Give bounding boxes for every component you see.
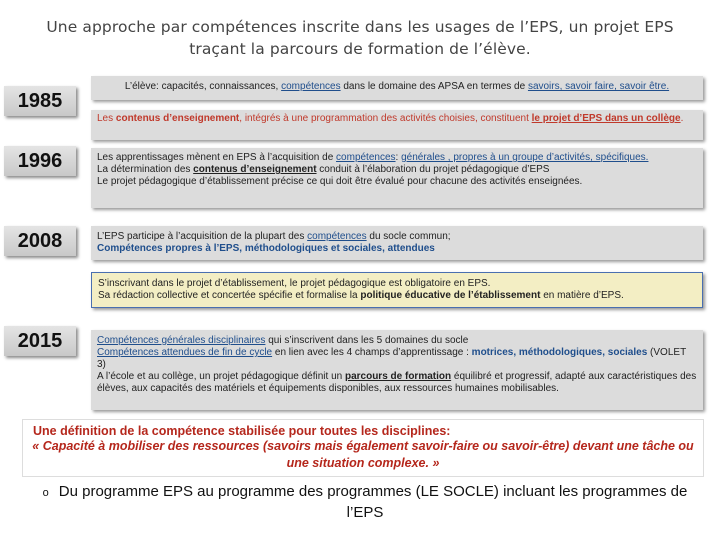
text: Les: [97, 113, 116, 124]
projet-text: le projet d’EPS dans un collège: [531, 113, 681, 124]
text: conduit à l’élaboration du projet pédagogique d’EPS: [316, 164, 550, 175]
text: .: [680, 113, 684, 124]
text: , intégrés à une programmation des activités choisies, constituent: [239, 113, 532, 124]
box-2015: [91, 330, 703, 410]
text: équilibré et progressif, adapté aux caractéristiques des élèves, aux capacités des matériels et équipements disponibles, aux ressources humaines mobilisables.: [97, 371, 697, 394]
text: Les apprentissages mènent en EPS à l’acquisition de: [97, 152, 337, 163]
competences-fin-cycle: Compétences attendues de fin de cycle: [97, 347, 273, 358]
bottom-statement: [40, 482, 690, 523]
parcours-text: parcours de formation: [344, 371, 452, 382]
competences-text: compétences: [307, 231, 367, 242]
text: dans le domaine des APSA en termes de: [340, 81, 528, 92]
competences-generales: Compétences générales disciplinaires: [97, 335, 266, 346]
politique-text: politique éducative de l’établissement: [360, 290, 541, 301]
text: L’EPS participe à l’acquisition de la plupart des: [97, 231, 308, 242]
contenus-text: contenus d’enseignement: [115, 113, 240, 124]
text: Sa rédaction collective et concertée spécifie et formalise la: [98, 290, 361, 301]
competences-types: générales , propres à un groupe d’activités, spécifiques.: [401, 152, 649, 163]
box-contenus: [91, 110, 703, 140]
text: qui s’inscrivent dans les 5 domaines du socle: [265, 335, 469, 346]
text: La détermination des: [97, 164, 194, 175]
text: (VOLET 3): [97, 347, 686, 370]
text: S’inscrivant dans le projet d’établissement, le projet pédagogique est obligatoire en EPS.: [98, 278, 491, 289]
box-1996: [91, 148, 703, 208]
box-2008: [91, 226, 703, 260]
year-2008: 2008: [4, 226, 76, 256]
savoirs-text: savoirs, savoir faire, savoir être.: [527, 81, 670, 92]
text: :: [395, 152, 402, 163]
box-1985: [91, 76, 703, 100]
text: du socle commun;: [366, 231, 451, 242]
year-2015: 2015: [4, 326, 76, 356]
definition-quote: « Capacité à mobiliser des ressources (savoirs mais également savoir-faire ou savoir-être) devant une tâche ou une situation complexe. »: [32, 439, 694, 470]
text: Le projet pédagogique d’établissement précise ce qui doit être évalué pour chacune des activités enseignées.: [97, 176, 583, 187]
competences-text: compétences: [336, 152, 396, 163]
box-projet-etablissement: [91, 272, 703, 308]
bullet-icon: o: [42, 487, 49, 499]
definition-box: [22, 419, 704, 477]
competences-eps: Compétences propres à l’EPS, méthodologiques et sociales, attendues: [97, 243, 435, 254]
year-1985: 1985: [4, 86, 76, 116]
text: en lien avec les 4 champs d’apprentissage :: [272, 347, 472, 358]
contenus-text: contenus d’enseignement: [193, 164, 317, 175]
text: en matière d’EPS.: [540, 290, 624, 301]
year-1996: 1996: [4, 146, 76, 176]
slide-title: Une approche par compétences inscrite dans les usages de l’EPS, un projet EPS traçant la parcours de formation de l’élève.: [46, 18, 674, 58]
bottom-text: Du programme EPS au programme des programmes (LE SOCLE) incluant les programmes de l’EPS: [58, 483, 688, 521]
champs-text: motrices, méthodologiques, sociales: [471, 347, 648, 358]
competences-link: compétences: [281, 81, 341, 92]
definition-heading: Une définition de la compétence stabilisée pour toutes les disciplines:: [33, 424, 451, 438]
text: A l’école et au collège, un projet pédagogique définit un: [97, 371, 345, 382]
text: L’élève: capacités, connaissances,: [124, 81, 282, 92]
